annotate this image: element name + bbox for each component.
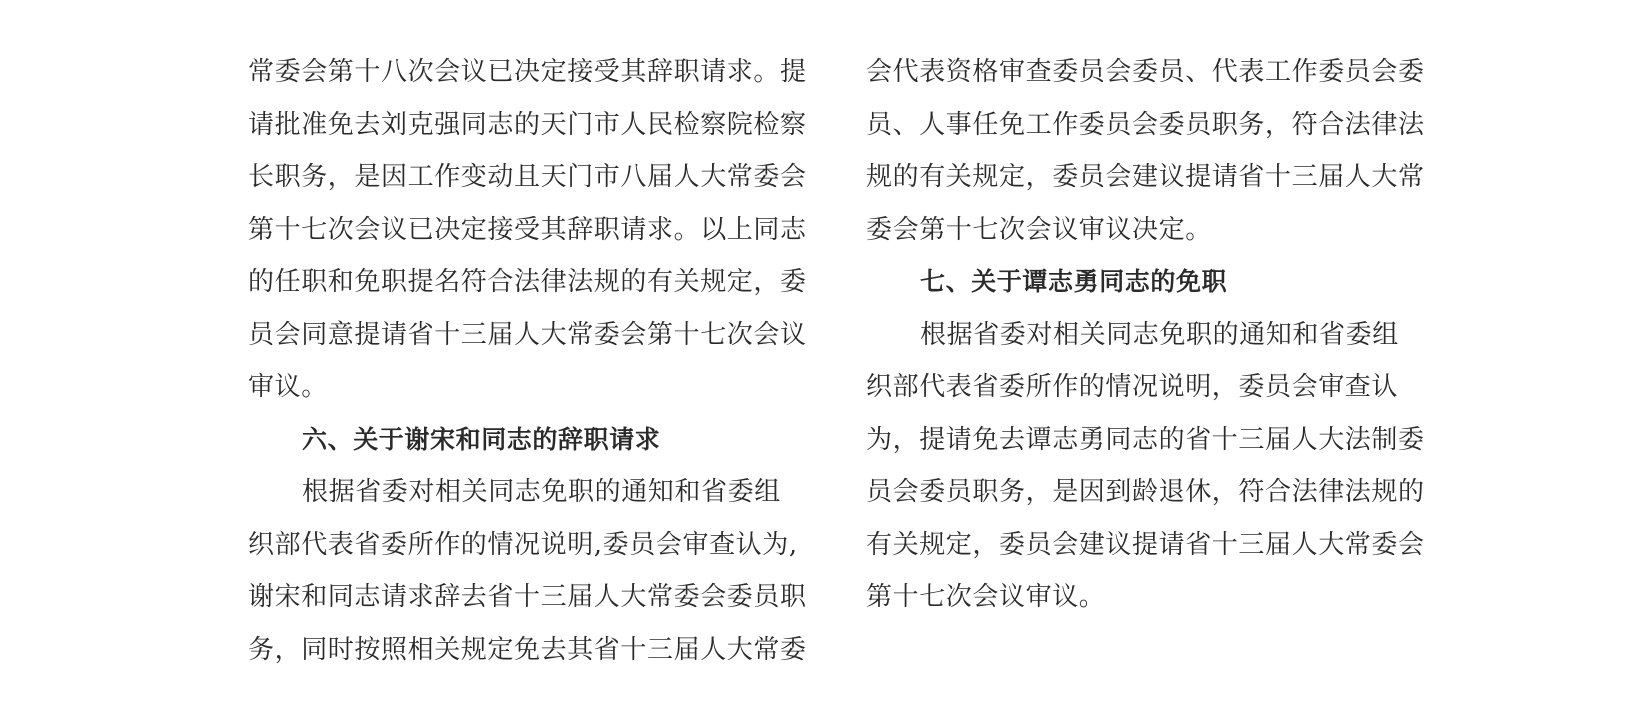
text-line: 织部代表省委所作的情况说明,委员会审查认为, [248, 529, 798, 560]
left-column [248, 46, 808, 676]
text-line: 审议。 [248, 372, 328, 402]
text-line: 为，提请免去谭志勇同志的省十三届人大法制委 [866, 424, 1425, 455]
text-line: 委会第十七次会议审议决定。 [866, 214, 1212, 245]
text-line: 常委会第十八次会议已决定接受其辞职请求。提 [248, 57, 807, 87]
text-line: 会代表资格审查委员会委员、代表工作委员会委 [866, 57, 1425, 87]
text-line: 长职务，是因工作变动且天门市八届人大常委会 [248, 162, 807, 192]
text-line: 第十七次会议已决定接受其辞职请求。以上同志 [248, 214, 807, 245]
text-line: 的任职和免职提名符合法律法规的有关规定，委 [248, 267, 807, 297]
text-line: 请批准免去刘克强同志的天门市人民检察院检察 [248, 109, 807, 140]
section-heading: 七、关于谭志勇同志的免职 [920, 267, 1228, 296]
text-line: 员会委员职务，是因到龄退休，符合法律法规的 [866, 477, 1425, 507]
right-column [866, 46, 1426, 624]
paragraph-first-line: 根据省委对相关同志免职的通知和省委组 [302, 477, 781, 507]
text-line: 规的有关规定，委员会建议提请省十三届人大常 [866, 162, 1425, 192]
section-heading: 六、关于谢宋和同志的辞职请求 [302, 424, 661, 454]
text-line: 谢宋和同志请求辞去省十三届人大常委会委员职 [248, 582, 807, 612]
paragraph-first-line: 根据省委对相关同志免职的通知和省委组 [920, 319, 1399, 350]
text-line: 织部代表省委所作的情况说明，委员会审查认 [866, 372, 1399, 402]
text-line: 员会同意提请省十三届人大常委会第十七次会议 [248, 319, 807, 350]
text-line: 有关规定，委员会建议提请省十三届人大常委会 [866, 529, 1425, 560]
text-line: 务，同时按照相关规定免去其省十三届人大常委 [248, 634, 807, 665]
text-line: 员、人事任免工作委员会委员职务，符合法律法 [866, 109, 1425, 140]
text-line: 第十七次会议审议。 [866, 582, 1106, 612]
